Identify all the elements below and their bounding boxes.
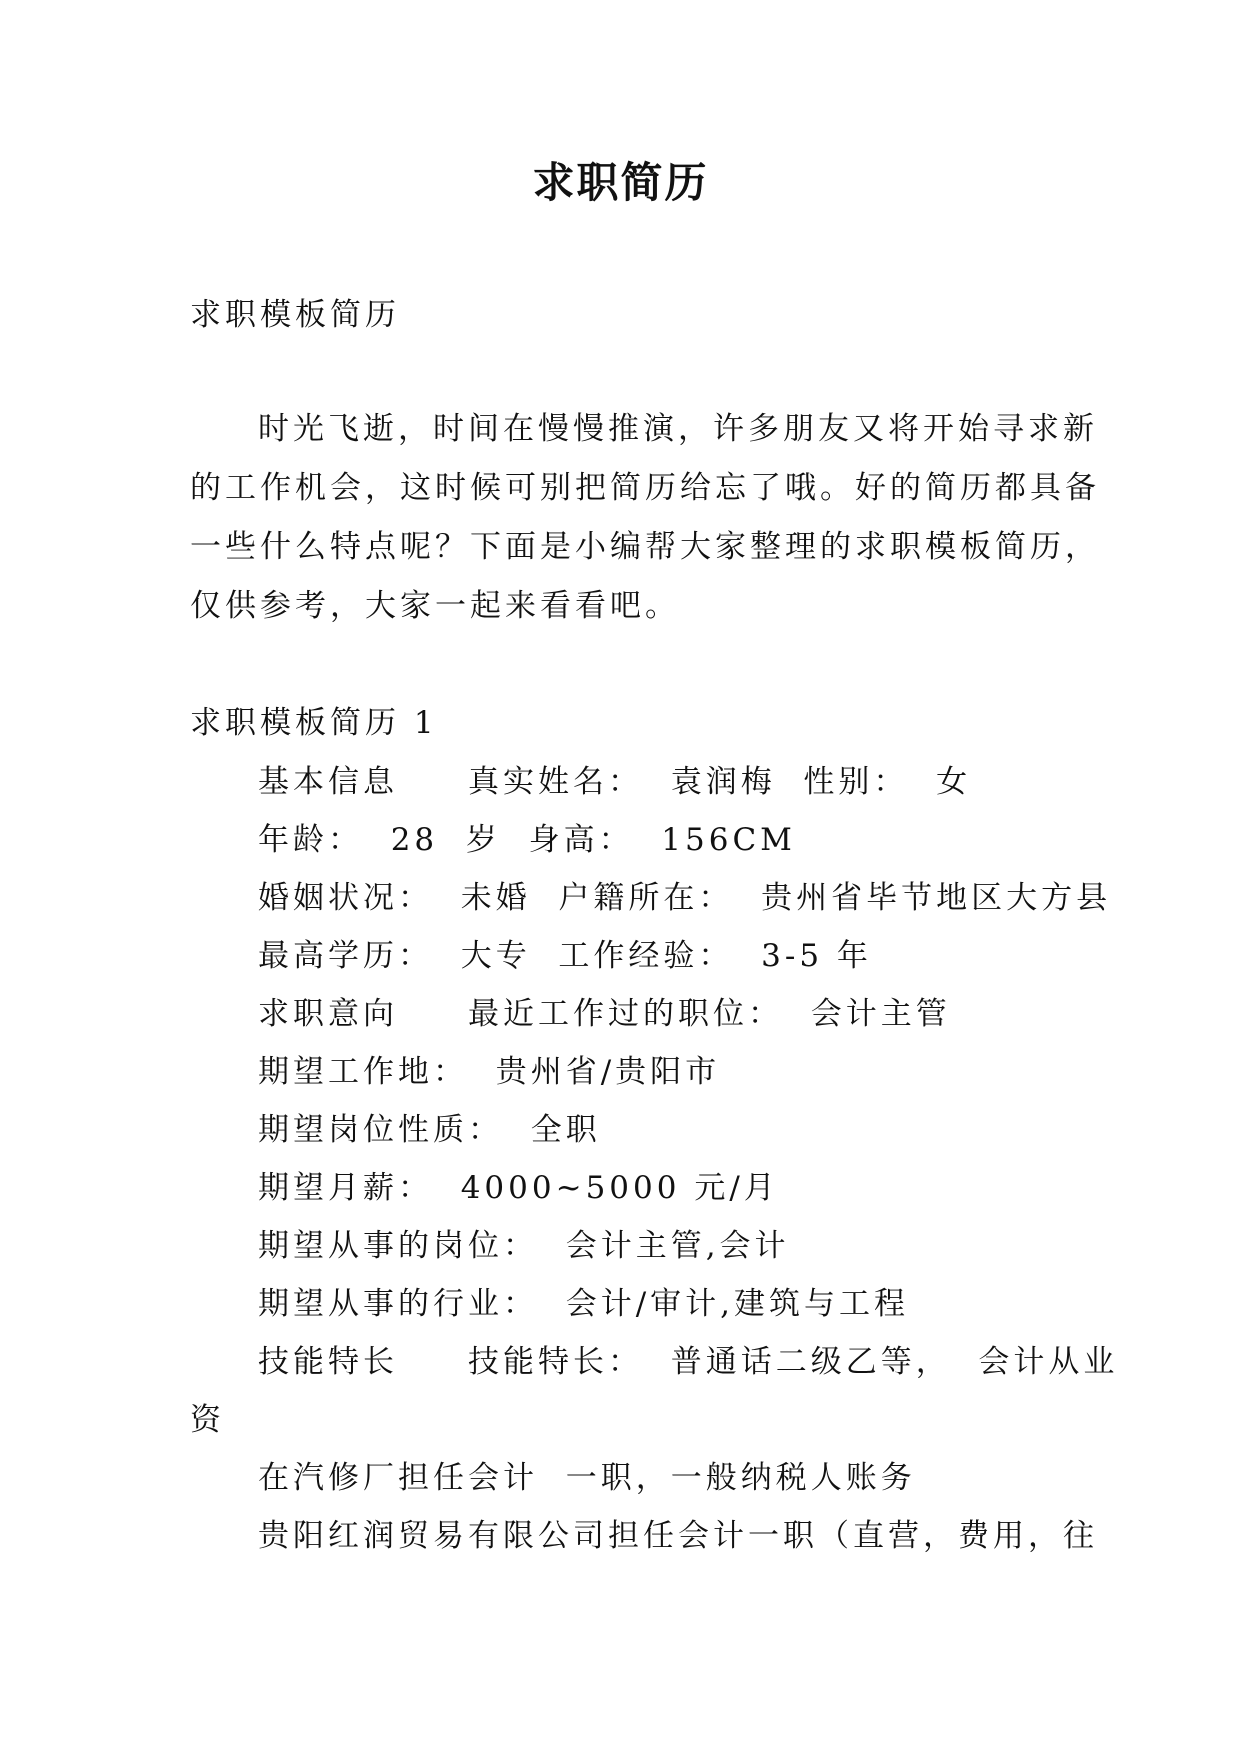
- intro-line: 时光飞逝，时间在慢慢推演，许多朋友又将开始寻求新: [258, 411, 1098, 447]
- info-line: 基本信息 真实姓名： 袁润梅 性别： 女: [258, 764, 972, 800]
- info-line: 期望岗位性质： 全职: [258, 1112, 601, 1148]
- intro-line: 仅供参考，大家一起来看看吧。: [190, 588, 680, 624]
- section-heading: 求职模板简历 1: [190, 705, 438, 741]
- work-line: 在汽修厂担任会计 一职，一般纳税人账务: [258, 1460, 916, 1496]
- wrap-line: 资: [190, 1402, 225, 1438]
- work-line: 贵阳红润贸易有限公司担任会计一职（直营，费用，往: [258, 1518, 1098, 1554]
- intro-line: 一些什么特点呢？下面是小编帮大家整理的求职模板简历，: [190, 529, 1100, 565]
- info-line: 求职意向 最近工作过的职位： 会计主管: [258, 996, 951, 1032]
- info-line: 期望工作地： 贵州省/贵阳市: [258, 1054, 721, 1090]
- info-line: 期望从事的岗位： 会计主管,会计: [258, 1228, 790, 1264]
- info-line: 期望月薪： 4000~5000 元/月: [258, 1170, 779, 1206]
- intro-line: 的工作机会，这时候可别把简历给忘了哦。好的简历都具备: [190, 470, 1100, 506]
- info-line: 婚姻状况： 未婚 户籍所在： 贵州省毕节地区大方县: [258, 880, 1112, 916]
- info-line: 最高学历： 大专 工作经验： 3-5 年: [258, 938, 872, 974]
- document-title: 求职简历: [532, 158, 709, 207]
- info-line: 技能特长 技能特长： 普通话二级乙等， 会计从业: [258, 1344, 1119, 1380]
- info-line: 期望从事的行业： 会计/审计,建筑与工程: [258, 1286, 910, 1322]
- info-line: 年龄： 28 岁 身高： 156CM: [258, 822, 796, 858]
- subtitle: 求职模板简历: [190, 297, 400, 333]
